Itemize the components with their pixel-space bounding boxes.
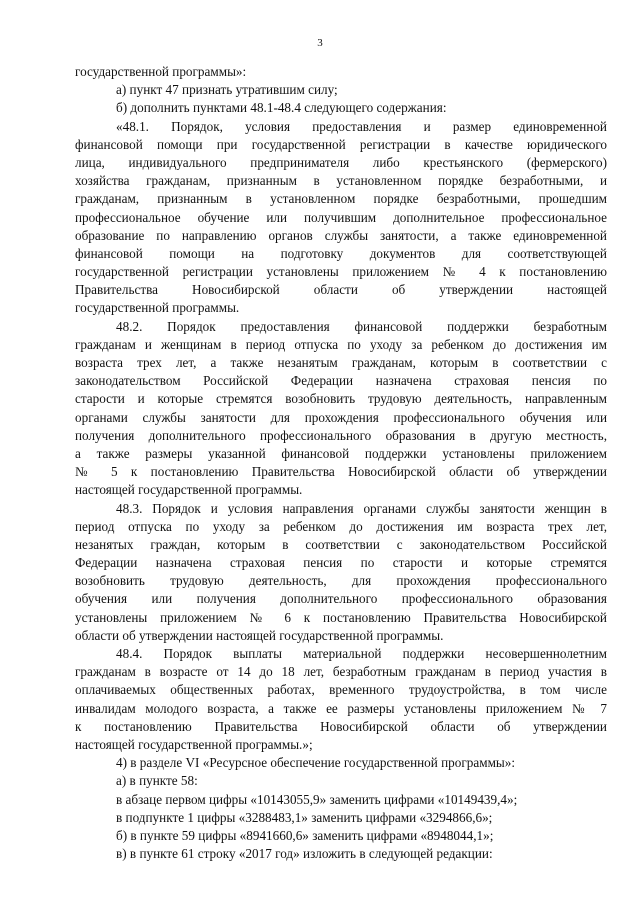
text-line: в подпункте 1 цифры «3288483,1» заменить цифрами «3294866,6»; xyxy=(116,809,493,825)
text-line: органами службы занятости для прохождения профессионального обучения или xyxy=(75,409,607,425)
text-line: возобновить трудовую деятельность, для прохождения профессионального xyxy=(75,573,607,589)
text-line: гражданам и женщинам в период отпуска по уходу за ребенком до достижения им xyxy=(75,336,607,352)
text-line: настоящей государственной программы.»; xyxy=(75,736,313,752)
text-line: оплачиваемых общественных работах, временного трудоустройства, в том числе xyxy=(75,682,607,698)
text-line: 48.2. Порядок предоставления финансовой поддержки безработным xyxy=(116,318,607,334)
text-line: № 5 к постановлению Правительства Новосибирской области об утверждении xyxy=(75,464,607,480)
text-line: период отпуска по уходу за ребенком до достижения им возраста трех лет, xyxy=(75,518,607,534)
text-line: б) в пункте 59 цифры «8941660,6» заменить цифрами «8948044,1»; xyxy=(116,827,494,843)
text-line: 48.3. Порядок и условия направления органами службы занятости женщин в xyxy=(116,500,607,516)
document-body xyxy=(75,63,607,863)
text-line: финансовой помощи на подготовку документов для соответствующей xyxy=(75,245,607,261)
page-number: 3 xyxy=(317,37,323,49)
text-line: лица, индивидуального предпринимателя либо крестьянского (фермерского) xyxy=(75,154,607,170)
text-line: старости и которые стремятся возобновить трудовую деятельность, направленным xyxy=(75,391,607,407)
text-line: б) дополнить пунктами 48.1-48.4 следующего содержания: xyxy=(116,100,447,116)
text-line: настоящей государственной программы. xyxy=(75,482,303,498)
text-line: «48.1. Порядок, условия предоставления и размер единовременной xyxy=(116,118,607,134)
text-line: Федерации назначена страховая пенсия по старости и которые стремятся xyxy=(75,555,607,571)
text-line: государственной регистрации установлены приложением № 4 к постановлению xyxy=(75,264,607,280)
text-line: а) пункт 47 признать утратившим силу; xyxy=(116,82,338,98)
text-line: в) в пункте 61 строку «2017 год» изложить в следующей редакции: xyxy=(116,846,493,862)
text-line: 4) в разделе VI «Ресурсное обеспечение государственной программы»: xyxy=(116,755,516,771)
text-line: в абзаце первом цифры «10143055,9» заменить цифрами «10149439,4»; xyxy=(116,791,518,807)
text-line: 48.4. Порядок выплаты материальной поддержки несовершеннолетним xyxy=(116,646,607,661)
text-line: незанятых граждан, которым в соответствии с законодательством Российской xyxy=(75,536,607,552)
text-line: Правительства Новосибирской области об утверждении настоящей xyxy=(75,282,607,298)
text-line: профессиональное обучение или получившим дополнительное профессиональное xyxy=(75,209,607,225)
text-line: а также размеры указанной финансовой поддержки установлены приложением xyxy=(75,445,607,461)
text-line: к постановлению Правительства Новосибирской области об утверждении xyxy=(75,718,607,734)
text-line: получения дополнительного профессионального образования в другую местность, xyxy=(75,427,607,443)
text-line: возраста трех лет, а также незанятым гражданам, которым в соответствии с xyxy=(75,355,607,370)
text-line: гражданам в возрасте от 14 до 18 лет, безработным гражданам в период участия в xyxy=(75,664,607,680)
text-line: инвалидам молодого возраста, а также ее размеры установлены приложением № 7 xyxy=(75,700,607,716)
text-line: обучения или получения дополнительного профессионального образования xyxy=(75,591,607,607)
text-line: хозяйства гражданам, признанным в установленном порядке безработными, и xyxy=(75,173,607,189)
text-line: а) в пункте 58: xyxy=(116,773,198,789)
text-line: государственной программы. xyxy=(75,300,240,316)
text-line: законодательством Российской Федерации назначена страховая пенсия по xyxy=(75,373,607,389)
text-line: гражданам, признанным в установленном порядке безработными, прошедшим xyxy=(75,191,607,207)
text-line: установлены приложением № 6 к постановлению Правительства Новосибирской xyxy=(75,609,607,625)
text-line: государственной программы»: xyxy=(75,64,247,79)
text-line: образование по направлению органов службы занятости, а также единовременной xyxy=(75,227,607,243)
text-line: области об утверждении настоящей государственной программы. xyxy=(75,627,444,643)
text-line: финансовой помощи при государственной регистрации в качестве юридического xyxy=(75,136,607,152)
